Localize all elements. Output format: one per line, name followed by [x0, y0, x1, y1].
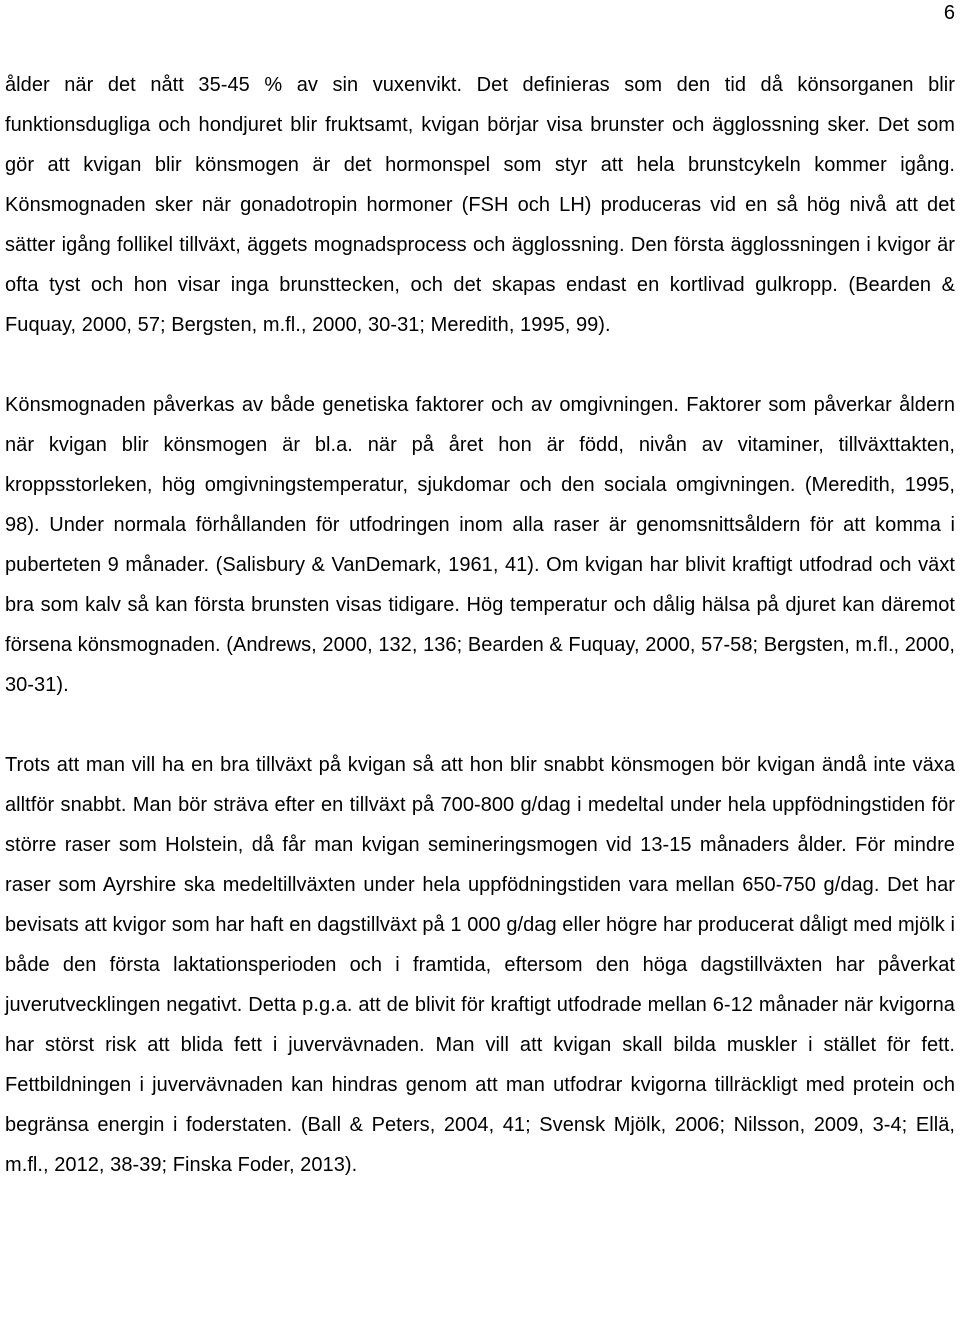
body-text	[5, 65, 955, 1185]
paragraph-growth-rate: Trots att man vill ha en bra tillväxt på kvigan så att hon blir snabbt könsmogen bör kvigan ändå inte växa alltför snabbt. Man bör sträva efter en tillväxt på 700-800 g/dag i medeltal under hela uppfödningstiden för större raser som Holstein, då får man kvigan semineringsmogen vid 13-15 månaders ålder. För mindre raser som Ayrshire ska medeltillväxten under hela uppfödningstiden vara mellan 650-750 g/dag. Det har bevisats att kvigor som har haft en dagstillväxt på 1 000 g/dag eller högre har producerat dåligt med mjölk i både den första laktationsperioden och i framtida, eftersom den höga dagstillväxten har påverkat juverutvecklingen negativt. Detta p.g.a. att de blivit för kraftigt utfodrade mellan 6-12 månader när kvigorna har störst risk att blida fett i juvervävnaden. Man vill att kvigan skall bilda muskler i stället för fett. Fettbildningen i juvervävnaden kan hindras genom att man utfodrar kvigorna tillräckligt med protein och begränsa energin i foderstaten. (Ball & Peters, 2004, 41; Svensk Mjölk, 2006; Nilsson, 2009, 3-4; Ellä, m.fl., 2012, 38-39; Finska Foder, 2013).	[5, 754, 955, 1176]
page-number: 6	[943, 2, 955, 24]
paragraph-puberty-definition: ålder när det nått 35-45 % av sin vuxenvikt. Det definieras som den tid då könsorganen blir funktionsdugliga och hondjuret blir fruktsamt, kvigan börjar visa brunster och ägglossning sker. Det som gör att kvigan blir könsmogen är det hormonspel som styr att hela brunstcykeln kommer igång. Könsmognaden sker när gonadotropin hormoner (FSH och LH) produceras vid en så hög nivå att det sätter igång follikel tillväxt, äggets mognadsprocess och ägglossning. Den första ägglossningen i kvigor är ofta tyst och hon visar inga brunsttecken, och det skapas endast en kortlivad gulkropp. (Bearden & Fuquay, 2000, 57; Bergsten, m.fl., 2000, 30-31; Meredith, 1995, 99).	[5, 74, 955, 336]
paragraph-puberty-factors: Könsmognaden påverkas av både genetiska faktorer och av omgivningen. Faktorer som påverkar åldern när kvigan blir könsmogen är bl.a. när på året hon är född, nivån av vitaminer, tillväxttakten, kroppsstorleken, hög omgivningstemperatur, sjukdomar och den sociala omgivningen. (Meredith, 1995, 98). Under normala förhållanden för utfodringen inom alla raser är genomsnittsåldern för att komma i puberteten 9 månader. (Salisbury & VanDemark, 1961, 41). Om kvigan har blivit kraftigt utfodrad och växt bra som kalv så kan första brunsten visas tidigare. Hög temperatur och dålig hälsa på djuret kan däremot försena könsmognaden. (Andrews, 2000, 132, 136; Bearden & Fuquay, 2000, 57-58; Bergsten, m.fl., 2000, 30-31).	[5, 394, 955, 696]
